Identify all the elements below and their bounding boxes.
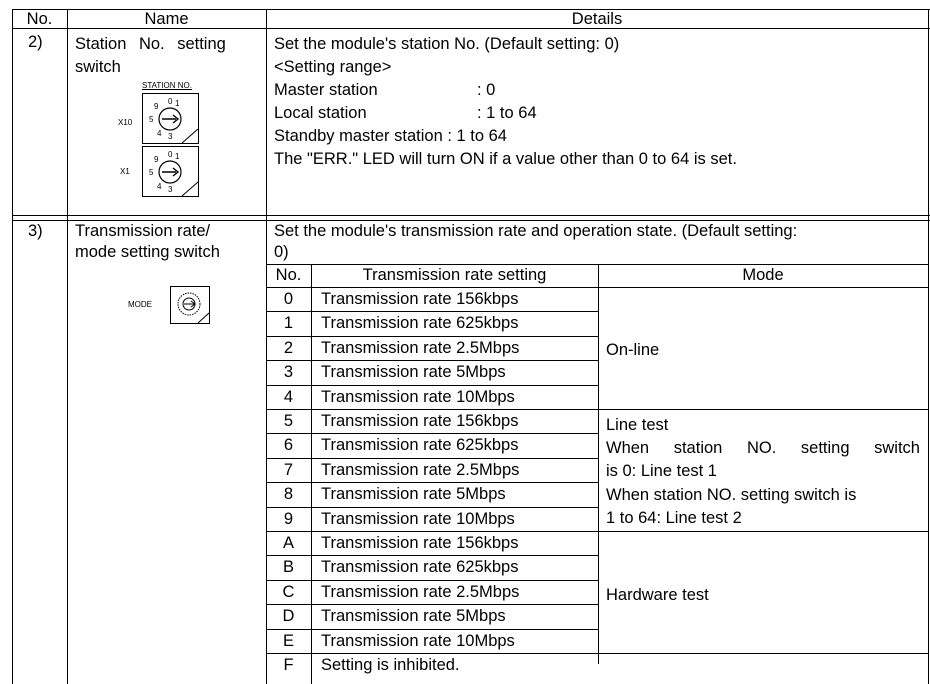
inner-row-no: B [282,558,294,576]
x10-label: X10 [118,118,133,127]
inner-row-rate: Transmission rate 5Mbps [321,607,506,625]
mode-icon-label: MODE [128,300,152,309]
inner-row-no: 2 [283,339,294,357]
inner-row-rate: Transmission rate 156kbps [321,412,519,430]
col-line-right [928,9,929,684]
row2-no: 2) [28,33,43,51]
inner-row-line [266,604,598,605]
svg-text:0: 0 [168,150,173,159]
inner-row-no: 0 [283,290,294,308]
inner-row-line [266,482,598,483]
svg-text:9: 9 [154,155,159,164]
svg-text:4: 4 [157,129,162,138]
inner-row-rate: Transmission rate 5Mbps [321,363,506,381]
inner-row-no: A [282,534,294,552]
mode-linetest-0: Line test [606,416,669,434]
row2-name-text: Station No. setting [75,35,226,53]
row2-detail-line-0: Set the module's station No. (Default setting: 0) [274,35,620,53]
header-no: No. [26,10,53,28]
svg-text:5: 5 [149,168,154,177]
inner-row-no: D [282,607,295,625]
row2-detail-line-6: Standby master station : 1 to 64 [274,127,507,145]
row2-detail-line-1: <Setting range> [274,58,392,76]
svg-text:9: 9 [154,102,159,111]
inner-row-rate: Transmission rate 625kbps [321,558,519,576]
inner-row-no: 5 [283,412,294,430]
row2-name-line1 [75,34,260,54]
row2-detail-line-7: The "ERR." LED will turn ON if a value other than 0 to 64 is set. [274,150,737,168]
inner-row-no: 7 [283,461,294,479]
svg-text:4: 4 [157,182,162,191]
row3-intro-line1: Set the module's transmission rate and operation state. (Default setting: [274,222,798,240]
row3-name-line2: mode setting switch [75,243,220,261]
inner-row-rate: Transmission rate 2.5Mbps [321,583,520,601]
row2-local-station-label: Local station [274,104,367,122]
row3-no: 3) [28,222,43,240]
svg-text:3: 3 [168,185,173,194]
inner-row-no: E [282,632,294,650]
inner-row-rate: Transmission rate 2.5Mbps [321,461,520,479]
x1-label: X1 [120,167,130,176]
row2-bottom-line [12,215,930,216]
inner-col-rate [598,264,599,664]
row2-master-station-value: : 0 [477,81,496,99]
inner-row-line [266,507,598,508]
inner-row-no: 6 [283,436,294,454]
row2-name-line2: switch [75,58,121,76]
mode-linetest-2: is 0: Line test 1 [606,462,717,480]
inner-row-line [266,360,598,361]
inner-row-rate: Setting is inhibited. [321,656,460,674]
inner-row-line [266,336,598,337]
mode-online: On-line [606,341,660,359]
mode-linetest-4: 1 to 64: Line test 2 [606,509,742,527]
inner-header-bottom-line [266,287,929,288]
mode-linetest-3: When station NO. setting switch is [606,486,857,504]
mode-linetest-1: When station NO. setting switch [606,439,920,457]
inner-row-rate: Transmission rate 156kbps [321,534,519,552]
station-no-icon-title: STATION NO. [142,81,192,90]
inner-row-no: C [282,583,295,601]
inner-row-no: 4 [283,388,294,406]
inner-row-rate: Transmission rate 2.5Mbps [321,339,520,357]
rotary-switch-x10-icon [142,93,199,144]
inner-header-mode: Mode [742,266,784,284]
inner-row-no: 8 [283,485,294,503]
inner-row-rate: Transmission rate 625kbps [321,436,519,454]
rotary-switch-x1-icon [142,146,199,197]
inner-row-line [266,653,929,654]
inner-row-line [266,629,598,630]
inner-header-rate: Transmission rate setting [362,266,547,284]
inner-row-rate: Transmission rate 10Mbps [321,510,515,528]
svg-text:0: 0 [168,97,173,106]
svg-text:3: 3 [168,132,173,141]
inner-row-rate: Transmission rate 10Mbps [321,632,515,650]
inner-row-rate: Transmission rate 10Mbps [321,388,515,406]
row2-local-station-value: : 1 to 64 [477,104,537,122]
inner-row-rate: Transmission rate 5Mbps [321,485,506,503]
inner-row-line [266,580,598,581]
header-details: Details [571,10,623,28]
inner-row-line [266,385,598,386]
svg-text:1: 1 [175,152,180,161]
inner-row-no: 1 [283,314,294,332]
inner-row-rate: Transmission rate 625kbps [321,314,519,332]
inner-row-line [266,433,598,434]
inner-row-no: 3 [283,363,294,381]
svg-text:1: 1 [175,99,180,108]
inner-header-no: No. [275,266,302,284]
rotary-switch-mode-icon [170,286,210,324]
inner-row-line [266,458,598,459]
inner-row-line [266,311,598,312]
inner-row-no: F [283,656,294,674]
inner-row-line [266,555,598,556]
inner-col-no [311,264,312,684]
svg-text:5: 5 [149,115,154,124]
col-line-no [67,9,68,684]
mode-hardware: Hardware test [606,586,709,604]
row2-master-station-label: Master station [274,81,378,99]
row3-name-line1: Transmission rate/ [75,222,211,240]
inner-row-no: 9 [283,510,294,528]
inner-row-line [266,409,929,410]
header-name: Name [144,10,189,28]
row3-intro-line2: 0) [274,243,289,261]
col-line-left [12,9,13,684]
inner-row-line [266,531,929,532]
inner-row-rate: Transmission rate 156kbps [321,290,519,308]
